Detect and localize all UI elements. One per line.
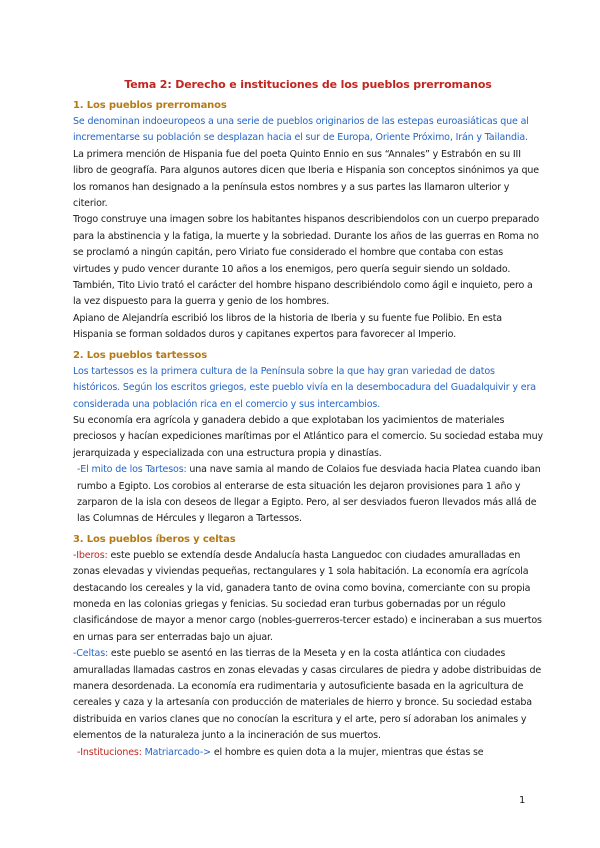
section-1-heading: 1. Los pueblos prerromanos	[73, 100, 227, 111]
section-3-heading: 3. Los pueblos íberos y celtas	[73, 533, 236, 545]
section-1-paragraph-3: Apiano de Alejandría escribió los libros de la historia de Iberia y su fuente fue Polibio. En esta Hispania se forman soldados duros y capitanes expertos para favorecer al Imperio.	[73, 312, 502, 341]
section-1-paragraph-2: Trogo construye una imagen sobre los habitantes hispanos describiendolos con un cuerpo preparado para la abstinencia y la fatiga, la muerte y la sobriedad. Durante los años de las guerras en Roma no se proclamó a ningún capitán, pero Viriato fue considerado el hombre que contaba con estas virtudes y pudo vencer durante 10 años a los enemigos, pero quería seguir siendo un soldado. También, Tito Livio trató el carácter del hombre hispano describiéndolo como ágil e inquieto, pero a la vez dispuesto para la guerra y genio de los hombres.	[73, 214, 540, 308]
iberos-label: -Iberos:	[73, 549, 108, 561]
myth-label: -El mito de los Tartesos:	[77, 464, 187, 476]
section-3-celtas	[73, 646, 543, 744]
section-2-intro: Los tartessos es la primera cultura de la Península sobre la que hay gran variedad de datos históricos. Según los escritos griegos, este pueblo vivía en la desembocadura del Guadalquivir y era considerada una población rica en el comercio y sus intercambios.	[73, 365, 536, 410]
section-2-paragraph-1: Su economía era agrícola y ganadera debido a que explotaban los yacimientos de materiales preciosos y hacían expediciones marítimas por el Atlántico para el comercio. Su sociedad estaba muy jerarquizada y especializada con una estructura propia y dinastías.	[73, 414, 543, 459]
celtas-label: -Celtas:	[73, 648, 109, 660]
celtas-text: este pueblo se asentó en las tierras de la Meseta y en la costa atlántica con ciudades amuralladas llamadas castros en zonas elevadas y casas circulares de piedra y adobe distribuidas de manera desordenada. La economía era rudimentaria y autosuficiente basada en la agricultura de cereales y caza y la artesanía con producción de materiales de hierro y bronce. Su sociedad estaba distribuida en varios clanes que no conocían la escritura y el arte, pero sí adoraban los animales y elementos de la naturaleza junto a la incineración de sus muertos.	[73, 648, 542, 742]
matriarcado-label: Matriarcado->	[144, 746, 211, 758]
instituciones-label: -Instituciones:	[77, 746, 142, 758]
document-body	[73, 76, 543, 761]
section-1-intro: Se denominan indoeuropeos a una serie de pueblos originarios de las estepas euroasiáticas que al incrementarse su población se desplazan hacia el sur de Europa, Oriente Próximo, Irán y Tailandia.	[73, 116, 529, 144]
section-3-instituciones	[73, 745, 543, 761]
section-3-iberos	[73, 548, 543, 646]
iberos-text: este pueblo se extendía desde Andalucía hasta Languedoc con ciudades amuralladas en zonas elevadas y viviendas pequeñas, rectangulares y 1 sola habitación. La economía era agrícola destacando los cereales y la vid, ganadera tanto de ovina como bovina, comerciante con su propia moneda en las colonias griegas y fenicias. Su sociedad eran turbus gobernadas por un régulo clasificándose de mayor a menor cargo (nobles-guerreros-tercer estado) e incineraban a sus muertos en urnas para ser enterradas bajo un ajuar.	[73, 549, 542, 643]
instituciones-text: el hombre es quien dota a la mujer, mientras que éstas se	[210, 746, 484, 758]
myth-text: una nave samia al mando de Colaios fue desviada hacia Platea cuando iban rumbo a Egipto. Los corobios al enterarse de esta situación les dejaron provisiones para 1 año y zarparon de la isla con deseos de llegar a Egipto. Pero, al ser desviados fueron llevados más allá de las Columnas de Hércules y llegaron a Tartessos.	[77, 464, 541, 525]
section-2-myth	[73, 462, 543, 528]
section-2-heading: 2. Los pueblos tartessos	[73, 349, 208, 361]
page-number: 1	[519, 795, 526, 806]
section-1-paragraph-1: La primera mención de Hispania fue del poeta Quinto Ennio en sus “Annales” y Estrabón en su III libro de geografía. Para algunos autores dicen que Iberia e Hispania son conceptos sinónimos ya que los romanos han designado a la península estos nombres y a sus partes las llamaron ulterior y citerior.	[73, 148, 539, 210]
document-title: Tema 2: Derecho e instituciones de los pueblos prerromanos	[124, 78, 492, 91]
